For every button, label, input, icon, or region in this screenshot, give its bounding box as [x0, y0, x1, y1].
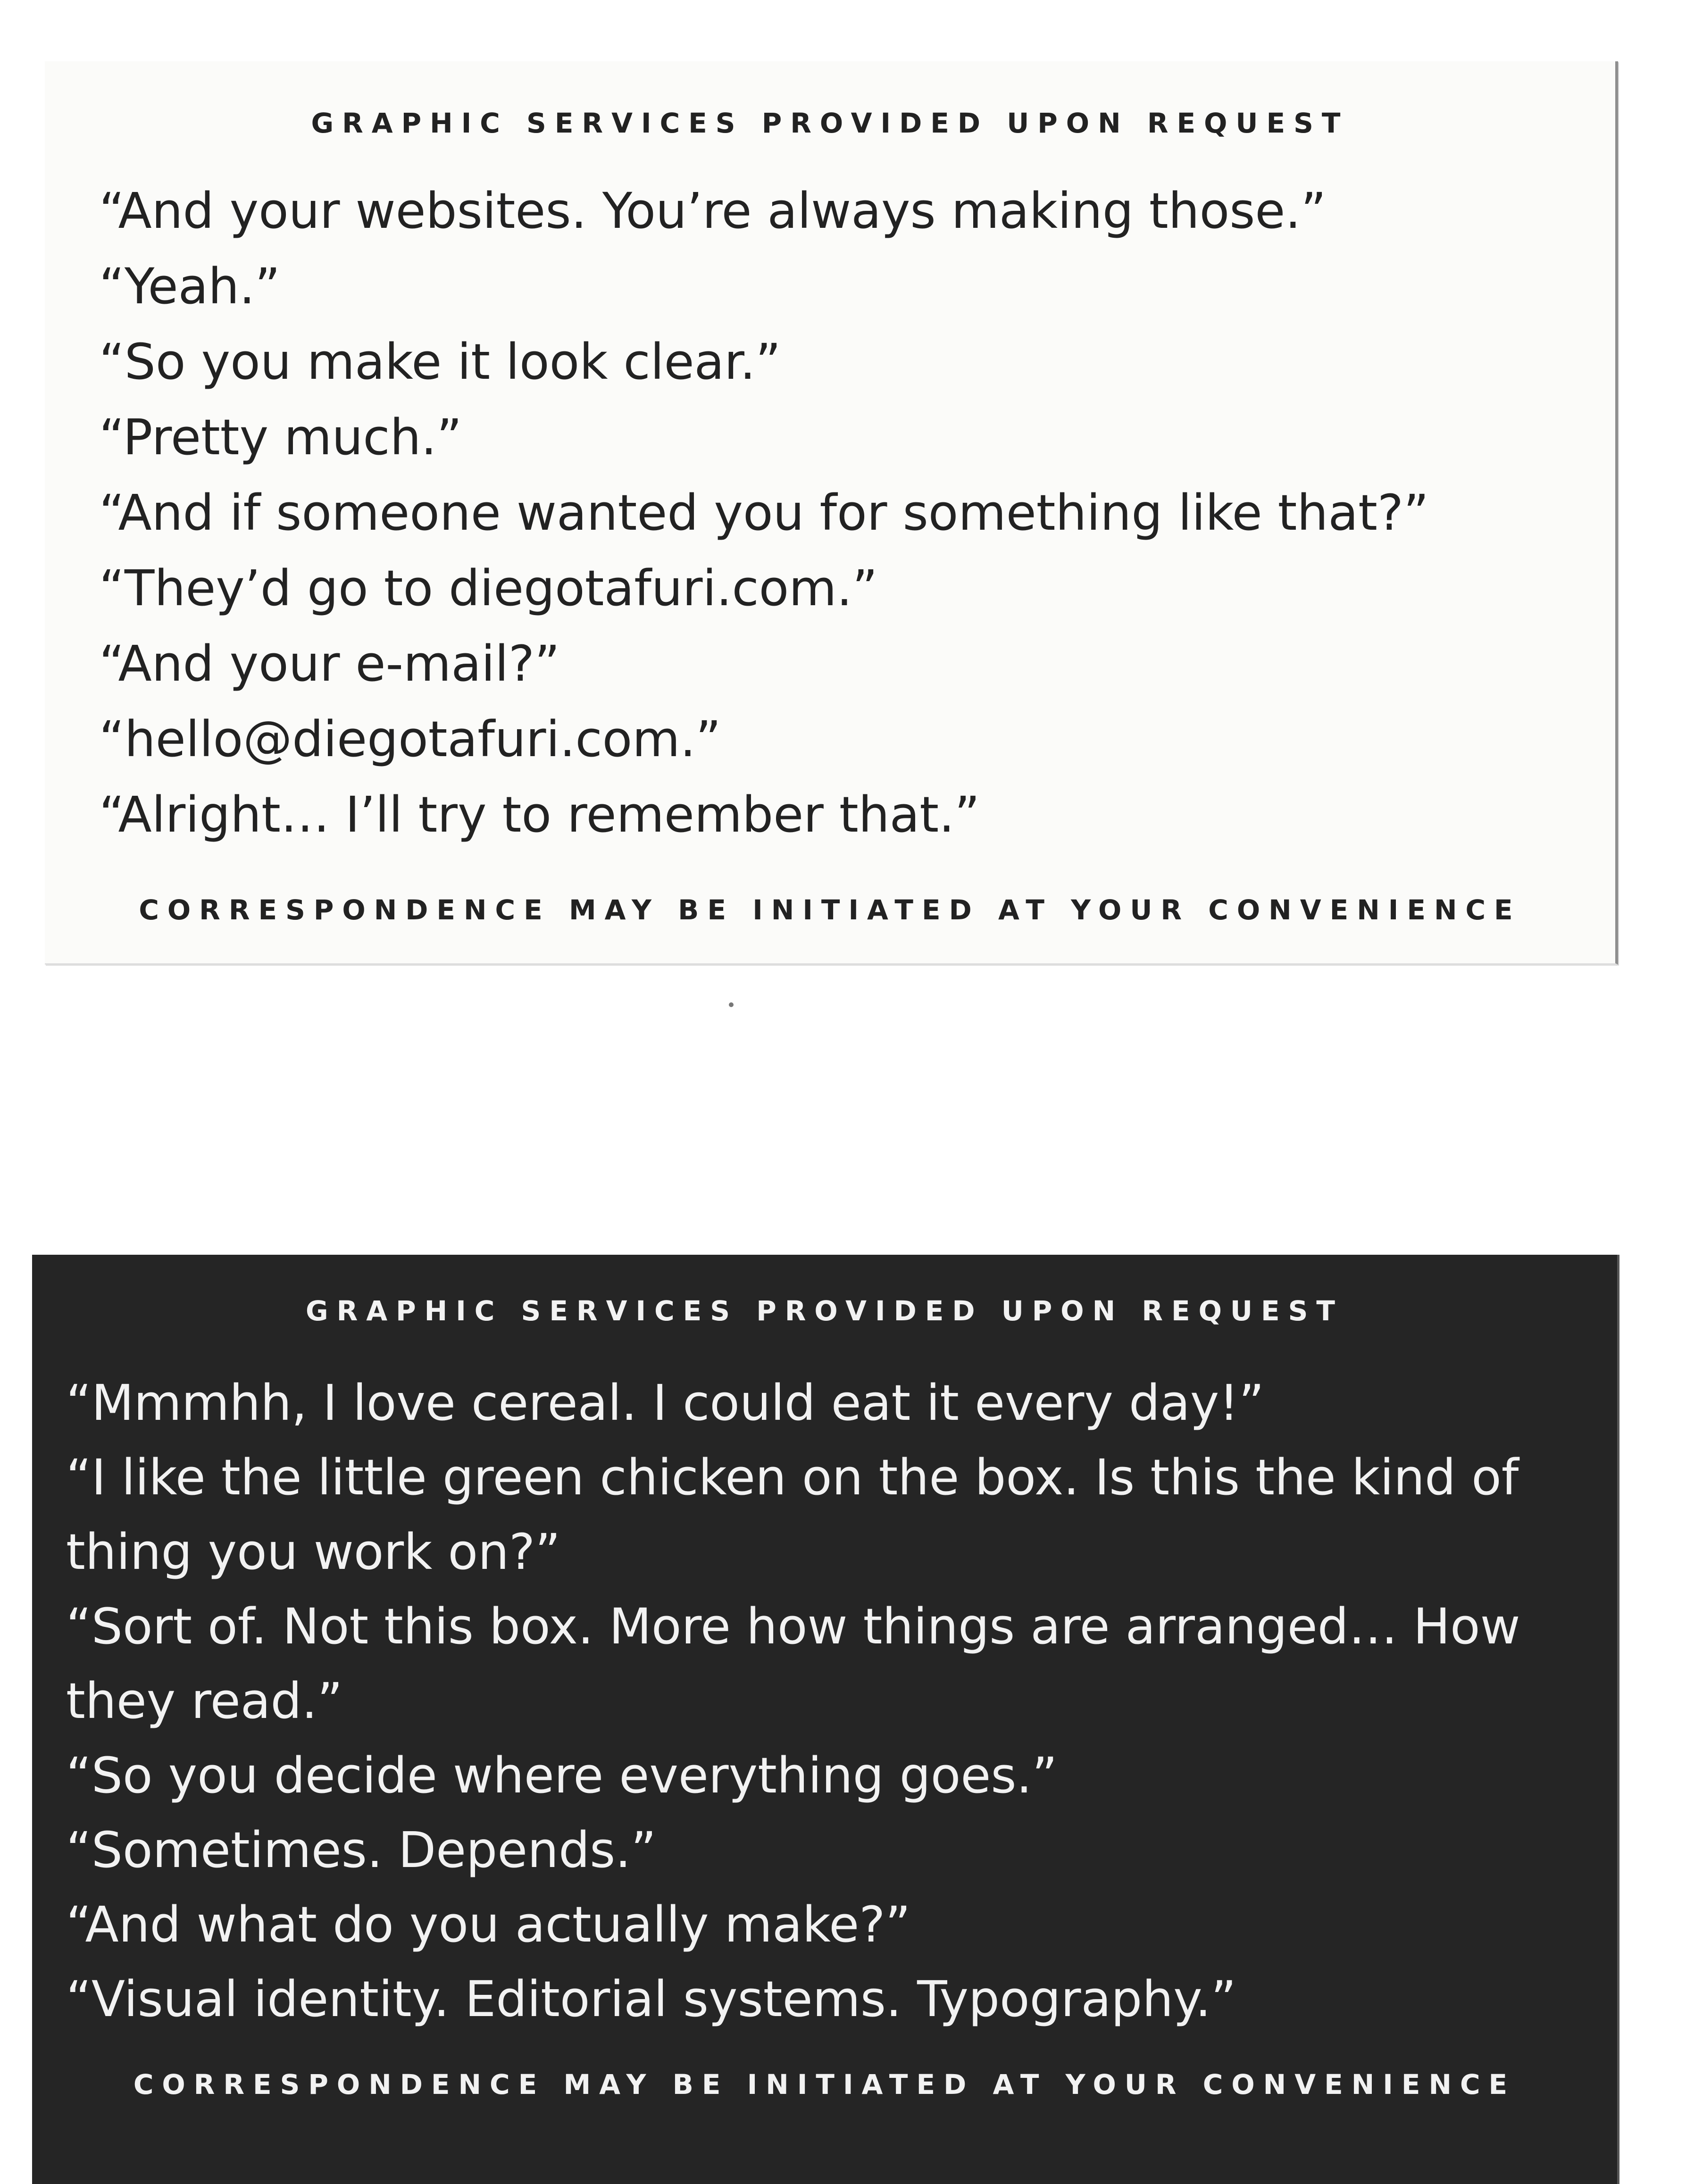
dialogue-line: “hello@diegotafuri.com.” — [99, 710, 721, 768]
business-card-light — [45, 61, 1618, 965]
dialogue-list — [66, 1366, 1594, 2036]
card-top-heading: GRAPHIC SERVICES PROVIDED UPON REQUEST — [306, 1295, 1344, 1327]
dialogue-line: “So you make it look clear.” — [99, 333, 781, 391]
dialogue-line: “They’d go to diegotafuri.com.” — [99, 559, 878, 617]
card-bottom-heading: CORRESPONDENCE MAY BE INITIATED AT YOUR CONVENIENCE — [139, 894, 1521, 926]
dialogue-line: “And your e-mail?” — [99, 635, 560, 692]
dialogue-line: “Alright… I’ll try to remember that.” — [99, 786, 980, 843]
business-card-dark — [32, 1255, 1619, 2184]
dialogue-list — [99, 173, 1429, 852]
dialogue-line: “And if someone wanted you for something like that?” — [99, 484, 1429, 542]
dialogue-line: “Yeah.” — [99, 258, 281, 315]
dialogue-line: “Sort of. Not this box. More how things are arranged… How they read.” — [66, 1598, 1520, 1730]
dialogue-line: “And your websites. You’re always making those.” — [99, 182, 1327, 240]
dialogue-line: “I like the little green chicken on the box. Is this the kind of thing you work on?” — [66, 1449, 1519, 1581]
dialogue-line: “And what do you actually make?” — [66, 1896, 911, 1953]
card-bottom-heading: CORRESPONDENCE MAY BE INITIATED AT YOUR CONVENIENCE — [133, 2068, 1516, 2101]
dialogue-line: “Pretty much.” — [99, 408, 462, 466]
paper-speck — [729, 1002, 734, 1007]
dialogue-line: “Visual identity. Editorial systems. Typography.” — [66, 1970, 1236, 2028]
dialogue-line: “Sometimes. Depends.” — [66, 1821, 657, 1879]
dialogue-line: “Mmmhh, I love cereal. I could eat it every day!” — [66, 1374, 1264, 1432]
card-top-heading: GRAPHIC SERVICES PROVIDED UPON REQUEST — [311, 107, 1349, 139]
dialogue-line: “So you decide where everything goes.” — [66, 1747, 1058, 1804]
